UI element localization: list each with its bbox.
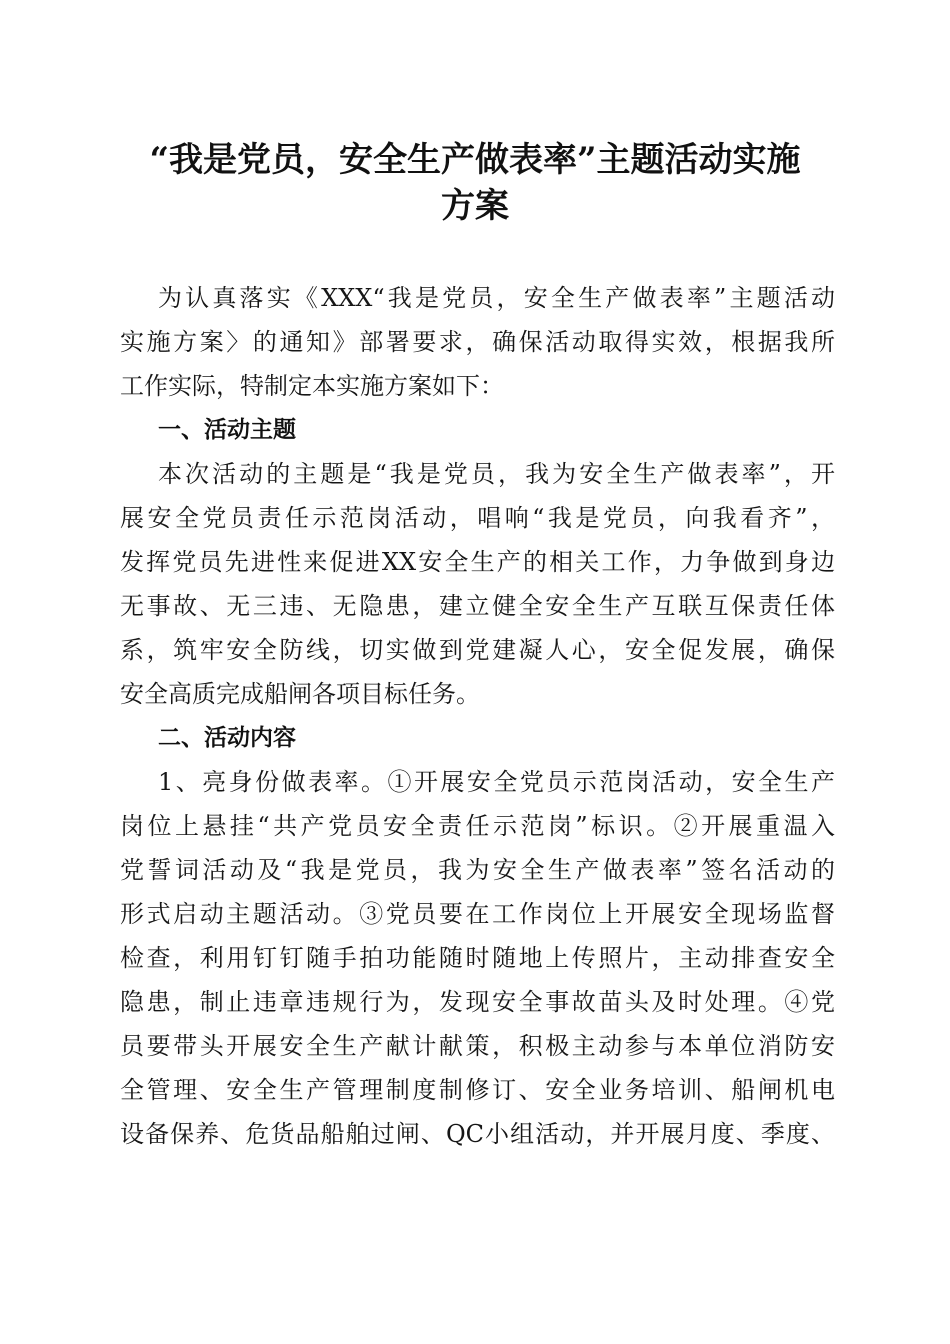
document-title-line-1: “我是党员，安全生产做表率”主题活动实施	[149, 140, 801, 180]
document-title-line-2: 方案	[441, 186, 509, 226]
section-heading-theme: 一、活动主题	[158, 417, 296, 443]
section2-line: 隐患，制止违章违规行为，发现安全事故苗头及时处理。④党	[120, 988, 835, 1016]
section-heading-content: 二、活动内容	[158, 725, 296, 751]
section1-line: 展安全党员责任示范岗活动，唱响“我是党员，向我看齐”，	[120, 504, 835, 532]
section2-line: 形式启动主题活动。③党员要在工作岗位上开展安全现场监督	[120, 900, 835, 928]
intro-line: 实施方案〉的通知》部署要求，确保活动取得实效，根据我所	[120, 328, 835, 356]
section1-line: 系，筑牢安全防线，切实做到党建凝人心，安全促发展，确保	[120, 636, 835, 664]
section1-line: 安全高质完成船闸各项目标任务。	[120, 680, 480, 708]
section2-line: 全管理、安全生产管理制度制修订、安全业务培训、船闸机电	[120, 1076, 835, 1104]
intro-line: 为认真落实《XXX“我是党员，安全生产做表率”主题活动	[158, 284, 835, 312]
section2-line: 设备保养、危货品船舶过闸、QC小组活动，并开展月度、季度、	[120, 1120, 835, 1148]
section1-line: 无事故、无三违、无隐患，建立健全安全生产互联互保责任体	[120, 592, 835, 620]
section2-line: 岗位上悬挂“共产党员安全责任示范岗”标识。②开展重温入	[120, 812, 835, 840]
intro-line: 工作实际，特制定本实施方案如下：	[120, 372, 504, 400]
section1-line: 发挥党员先进性来促进XX安全生产的相关工作，力争做到身边	[120, 548, 835, 576]
section2-line: 检查，利用钉钉随手拍功能随时随地上传照片，主动排查安全	[120, 944, 835, 972]
section2-line: 党誓词活动及“我是党员，我为安全生产做表率”签名活动的	[120, 856, 835, 884]
section2-line: 员要带头开展安全生产献计献策，积极主动参与本单位消防安	[120, 1032, 835, 1060]
section2-line: 1、亮身份做表率。①开展安全党员示范岗活动，安全生产	[158, 768, 835, 796]
section1-line: 本次活动的主题是“我是党员，我为安全生产做表率”，开	[158, 460, 835, 488]
